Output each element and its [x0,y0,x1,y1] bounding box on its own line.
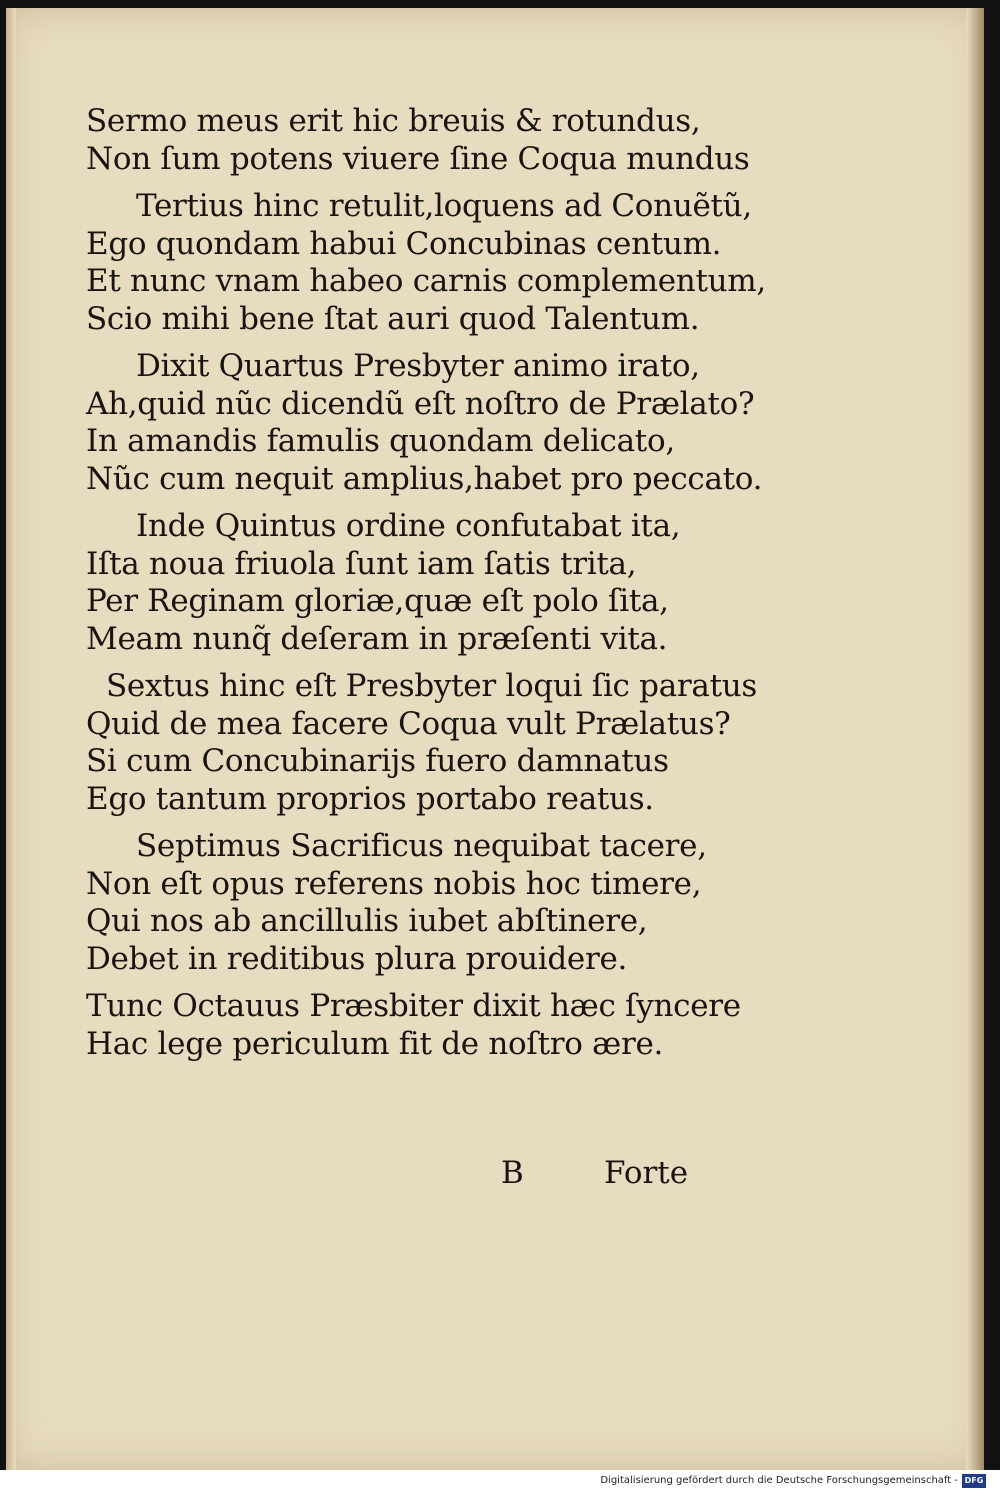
verse-line: Non eſt opus referens nobis hoc timere, [86,865,702,902]
verse-line: Quid de mea facere Coqua vult Prælatus? [86,705,731,742]
signature-mark: B [501,1155,524,1191]
stanza [86,188,806,338]
digitization-footer [0,1470,1000,1493]
dfg-logo-icon: DFG [962,1474,986,1488]
page-edge-right [966,8,984,1470]
verse-line: Per Reginam gloriæ,quæ eſt polo ſita, [86,583,669,619]
book-page [6,8,984,1470]
verse-line: Meam nunq̃ deſeram in præſenti vita. [86,620,668,657]
verse-line: Iſta noua friuola ſunt iam ſatis trita, [86,545,637,582]
poem-text [86,103,806,1073]
verse-line: Et nunc vnam habeo carnis complementum, [86,263,766,299]
verse-line: Ego tantum proprios portabo reatus. [86,780,654,817]
catchword: Forte [604,1155,689,1191]
verse-line: Dixit Quartus Presbyter animo irato, [136,348,700,384]
stanza [86,828,806,978]
page-foot [6,1155,786,1195]
stanza [86,508,806,658]
verse-line: Qui nos ab ancillulis iubet abſtinere, [86,903,648,939]
verse-line: Inde Quintus ordine confutabat ita, [136,508,681,544]
verse-line: Debet in reditibus plura prouidere. [86,940,628,977]
verse-line: Nũc cum nequit amplius,habet pro peccato. [86,460,763,497]
verse-line: Scio mihi bene ſtat auri quod Talentum. [86,300,700,337]
verse-line: Ego quondam habui Concubinas centum. [86,225,722,262]
verse-line: Non ſum potens viuere ſine Coqua mundus [86,140,750,177]
verse-line: Si cum Concubinarijs fuero damnatus [86,743,669,779]
verse-line: Tertius hinc retulit,loquens ad Conuẽtũ, [136,188,752,224]
verse-line: Septimus Sacrificus nequibat tacere, [136,828,707,864]
verse-line: Sextus hinc eſt Presbyter loqui ſic paratus [106,668,758,704]
stanza [86,668,806,818]
stanza [86,348,806,498]
verse-line: Ah,quid nũc dicendũ eſt noſtro de Prælato? [86,385,755,422]
verse-line: Sermo meus erit hic breuis & rotundus, [86,103,701,139]
page-edge-left [6,8,16,1470]
stanza [86,103,806,178]
verse-line: Tunc Octauus Præsbiter dixit hæc ſyncere [86,988,741,1024]
stanza [86,988,806,1063]
verse-line: Hac lege periculum fit de noſtro ære. [86,1025,664,1062]
funding-credit: Digitalisierung gefördert durch die Deutsche Forschungsgemeinschaft - [600,1475,958,1486]
verse-line: In amandis famulis quondam delicato, [86,423,675,459]
